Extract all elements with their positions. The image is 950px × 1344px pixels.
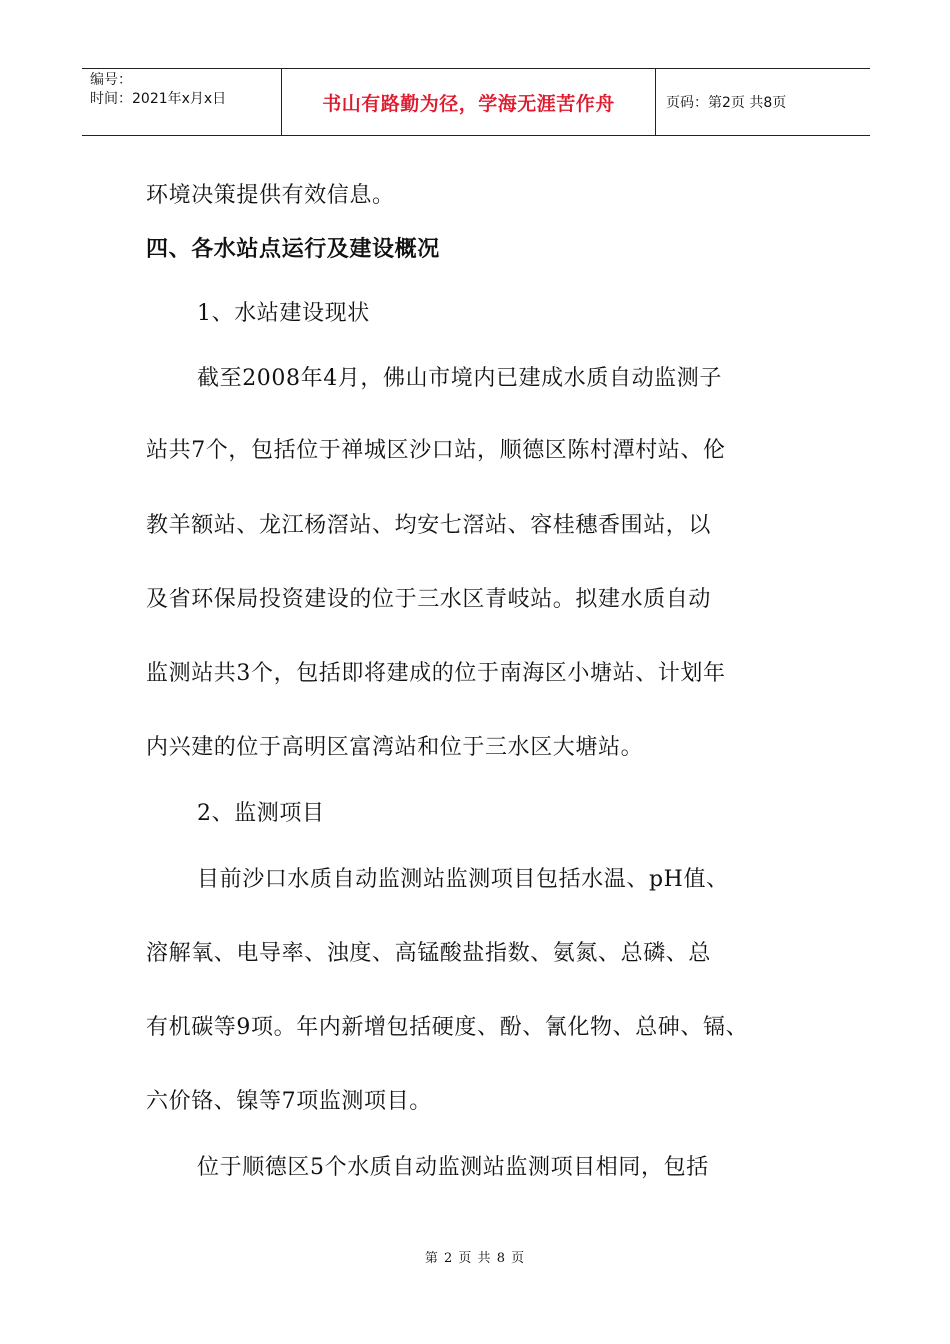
paragraph-line: 六价铬、镍等7项监测项目。 bbox=[146, 1089, 432, 1114]
date-label: 时间：2021年x月x日 bbox=[90, 91, 227, 107]
paragraph-line: 站共7个，包括位于禅城区沙口站，顺德区陈村潭村站、伦 bbox=[146, 438, 726, 463]
paragraph-line: 监测站共3个，包括即将建成的位于南海区小塘站、计划年 bbox=[146, 661, 726, 686]
text-line: 环境决策提供有效信息。 bbox=[146, 183, 395, 208]
paragraph-line: 教羊额站、龙江杨滘站、均安七滘站、容桂穗香围站，以 bbox=[146, 513, 712, 538]
header-page-label: 页码：第2页 共8页 bbox=[666, 95, 787, 111]
document-header bbox=[82, 68, 870, 136]
paragraph-line: 及省环保局投资建设的位于三水区青岐站。拟建水质自动 bbox=[146, 587, 712, 612]
header-motto: 书山有路勤为径，学海无涯苦作舟 bbox=[282, 69, 656, 135]
page-footer: 第 2 页 共 8 页 bbox=[424, 1251, 526, 1266]
paragraph-line: 内兴建的位于高明区富湾站和位于三水区大塘站。 bbox=[146, 735, 644, 760]
paragraph-line: 截至2008年4月，佛山市境内已建成水质自动监测子 bbox=[197, 366, 722, 391]
paragraph-line: 溶解氧、电导率、浊度、高锰酸盐指数、氨氮、总磷、总 bbox=[146, 941, 712, 966]
subsection-heading: 1、水站建设现状 bbox=[197, 301, 370, 326]
subsection-heading: 2、监测项目 bbox=[197, 801, 325, 826]
section-heading: 四、各水站点运行及建设概况 bbox=[146, 237, 440, 262]
number-label: 编号： bbox=[90, 72, 132, 88]
paragraph-line: 有机碳等9项。年内新增包括硬度、酚、氰化物、总砷、镉、 bbox=[146, 1015, 749, 1040]
header-info bbox=[82, 69, 282, 135]
paragraph-line: 目前沙口水质自动监测站监测项目包括水温、pH值、 bbox=[197, 867, 729, 892]
paragraph-line: 位于顺德区5个水质自动监测站监测项目相同，包括 bbox=[197, 1155, 709, 1180]
